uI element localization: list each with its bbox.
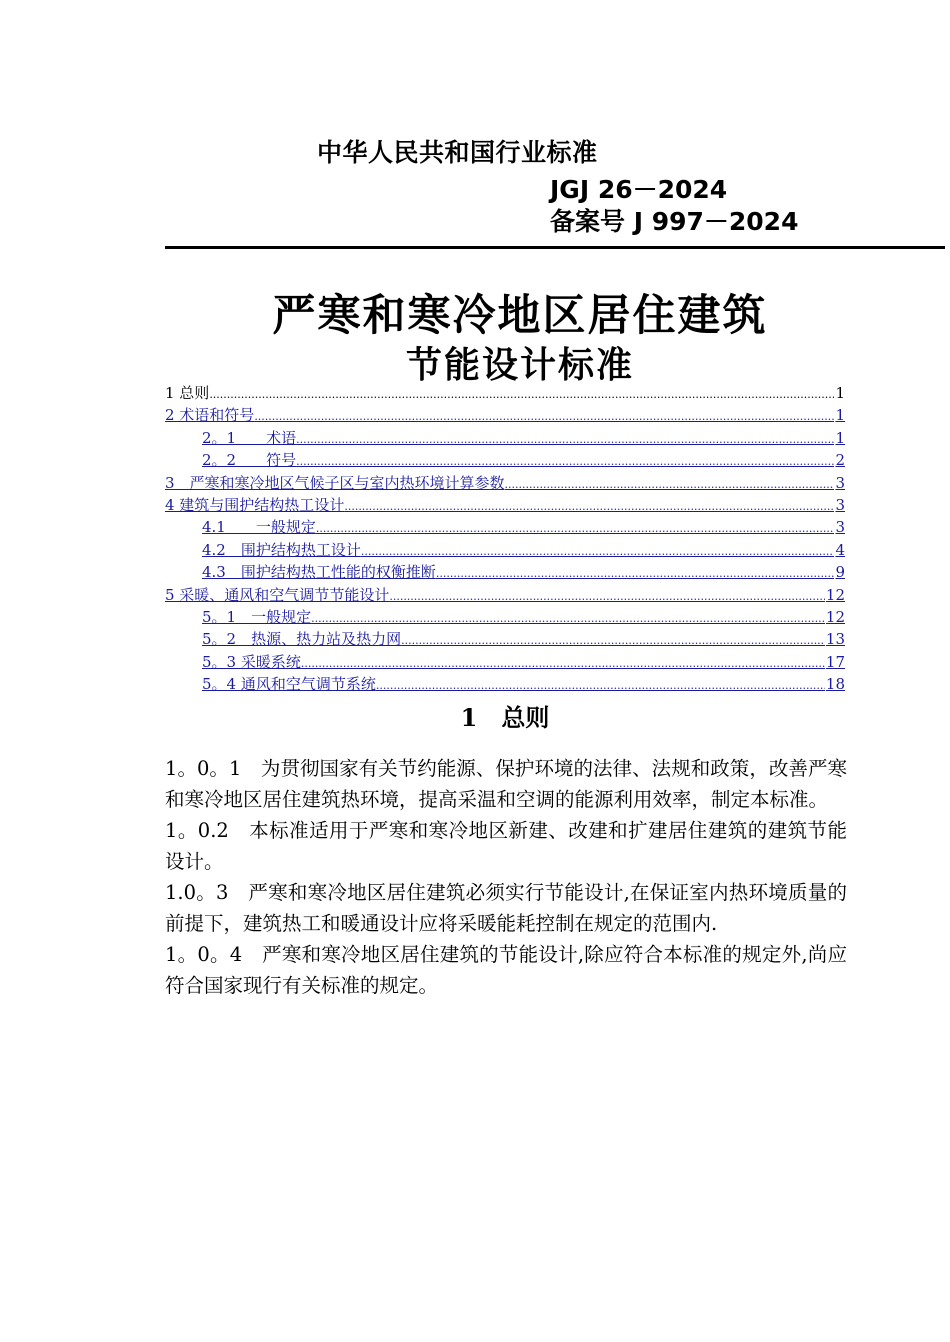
clause-paragraph: 1。0.2 本标准适用于严寒和寒冷地区新建、改建和扩建居住建筑的建筑节能设计。 xyxy=(165,819,847,873)
toc-entry[interactable] xyxy=(165,606,845,628)
toc-entry[interactable] xyxy=(165,494,845,516)
toc-page: 4 xyxy=(835,540,845,559)
toc-page: 18 xyxy=(825,675,845,694)
toc-entry[interactable] xyxy=(165,561,845,583)
record-number: 备案号 J 997－2024 xyxy=(550,207,799,236)
toc-entry[interactable] xyxy=(165,539,845,561)
toc-leader xyxy=(361,541,835,563)
standard-code: JGJ 26－2024 xyxy=(550,175,728,204)
toc-page: 1 xyxy=(835,428,845,447)
section-heading: 1 总则 xyxy=(460,703,550,732)
toc-entry[interactable] xyxy=(165,516,845,538)
toc-label: 1 总则 xyxy=(165,384,210,402)
toc-page: 1 xyxy=(835,406,845,425)
table-of-contents xyxy=(165,382,845,695)
toc-label: 5。4 通风和空气调节系统 xyxy=(202,675,376,694)
section-body xyxy=(165,753,847,1001)
toc-label: 5。1 一般规定 xyxy=(202,607,312,626)
header-divider xyxy=(165,246,945,249)
toc-leader xyxy=(254,406,834,428)
toc-label: 4.1 一般规定 xyxy=(202,518,316,537)
toc-entry[interactable] xyxy=(165,382,845,404)
toc-page: 3 xyxy=(835,473,845,492)
toc-leader xyxy=(296,451,834,473)
toc-label: 4.2 围护结构热工设计 xyxy=(202,540,361,559)
toc-entry[interactable] xyxy=(165,628,845,650)
document-title-line2: 节能设计标准 xyxy=(405,345,634,386)
toc-leader xyxy=(316,518,835,540)
toc-label: 4.3 围护结构热工性能的权衡推断 xyxy=(202,563,436,582)
clause-paragraph: 1。0。4 严寒和寒冷地区居住建筑的节能设计,除应符合本标准的规定外,尚应符合国家现行有关标准的规定。 xyxy=(165,943,847,997)
toc-leader xyxy=(401,630,825,652)
toc-entry[interactable] xyxy=(165,673,845,695)
toc-label: 3 严寒和寒冷地区气候子区与室内热环境计算参数 xyxy=(165,473,505,492)
toc-entry[interactable] xyxy=(165,404,845,426)
toc-leader xyxy=(344,496,834,518)
toc-page: 3 xyxy=(835,518,845,537)
toc-label: 2 术语和符号 xyxy=(165,406,255,425)
toc-page: 12 xyxy=(825,607,845,626)
toc-leader xyxy=(389,586,825,608)
toc-page: 17 xyxy=(825,652,845,671)
toc-label: 2。1 术语 xyxy=(202,428,297,447)
toc-page: 9 xyxy=(835,563,845,582)
toc-page: 12 xyxy=(825,585,845,604)
toc-leader xyxy=(505,474,835,496)
toc-leader xyxy=(209,384,834,406)
toc-page: 2 xyxy=(835,451,845,470)
toc-entry[interactable] xyxy=(165,427,845,449)
toc-entry[interactable] xyxy=(165,449,845,471)
toc-entry[interactable] xyxy=(165,472,845,494)
clause-paragraph: 1。0。1 为贯彻国家有关节约能源、保护环境的法律、法规和政策，改善严寒和寒冷地区居住建筑热环境，提高采温和空调的能源利用效率，制定本标准。 xyxy=(165,757,847,811)
toc-page: 3 xyxy=(835,495,845,514)
toc-leader xyxy=(376,675,825,697)
toc-page: 13 xyxy=(825,630,845,649)
toc-label: 5。3 采暖系统 xyxy=(202,652,301,671)
toc-label: 2。2 符号 xyxy=(202,451,297,470)
toc-entry[interactable] xyxy=(165,651,845,673)
toc-label: 5 采暖、通风和空气调节节能设计 xyxy=(165,585,390,604)
toc-leader xyxy=(301,653,825,675)
toc-label: 4 建筑与围护结构热工设计 xyxy=(165,495,345,514)
toc-leader xyxy=(296,429,834,451)
document-title-line1: 严寒和寒冷地区居住建筑 xyxy=(272,291,768,341)
toc-leader xyxy=(436,563,835,585)
issuer-heading: 中华人民共和国行业标准 xyxy=(317,138,598,167)
toc-page: 1 xyxy=(835,384,845,402)
toc-leader xyxy=(311,608,825,630)
toc-label: 5。2 热源、热力站及热力网 xyxy=(202,630,402,649)
toc-entry[interactable] xyxy=(165,584,845,606)
clause-paragraph: 1.0。3 严寒和寒冷地区居住建筑必须实行节能设计,在保证室内热环境质量的前提下，建筑热工和暖通设计应将采暖能耗控制在规定的范围内. xyxy=(165,881,847,935)
